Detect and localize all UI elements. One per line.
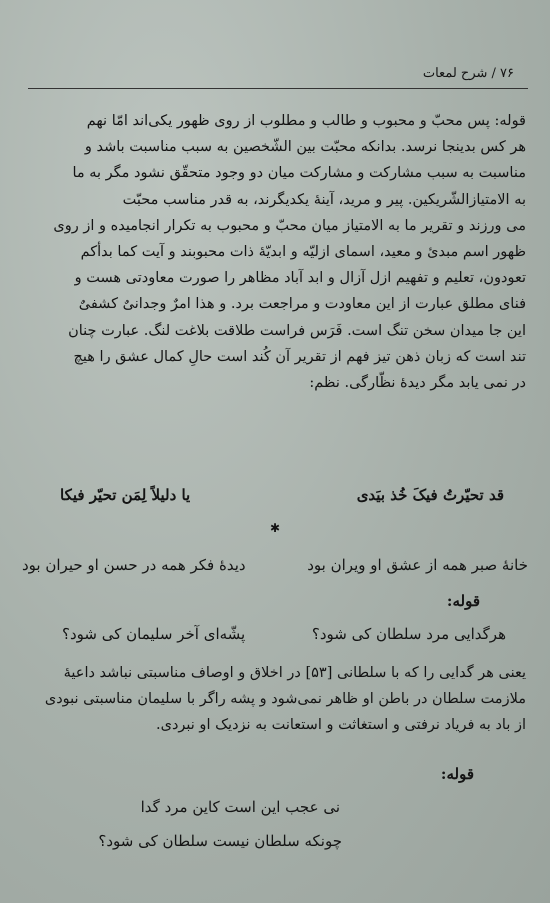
arabic-hemistich-2: یا دلیلاً لِمَن تحیّر فیکا bbox=[60, 486, 191, 504]
text-line: به الامتیازالشّریکین. پیر و مرید، آینهٔ یکدیگرند، به قدر مناسب محبّت bbox=[122, 191, 526, 208]
qawl-heading-2: قوله: bbox=[440, 765, 474, 783]
qawl-heading-1: قوله: bbox=[446, 592, 480, 610]
couplet-2-hemistich-1: هرگدایی مرد سلطان کی شود؟ bbox=[311, 625, 506, 643]
text-line: تعودون، تعلیم و تفهیم ازل آزال و ابد آباد مظاهر را صورت معاودتی هست و bbox=[74, 270, 526, 287]
paragraph-1 bbox=[20, 108, 526, 396]
paragraph-2 bbox=[20, 660, 526, 738]
arabic-verse bbox=[60, 486, 504, 504]
text-line: فنای مطلق عبارت از این معاودت و مراجعت برد. و هذا امرٌ وجدانیٌ کشفیٌ bbox=[78, 296, 526, 313]
text-line: مناسبت به سبب مشارکت و مشارکت میان دو وجود متحقّق نشود مگر به ما bbox=[72, 165, 526, 182]
couplet-1 bbox=[22, 556, 528, 574]
text-line: قوله: پس محبّ و محبوب و طالب و مطلوب از روی ظهور یکی‌اند امّا نهم bbox=[86, 113, 526, 129]
header-rule bbox=[28, 88, 528, 89]
text-line: تند است که زبان ذهن تیز فهم از تقریر آن کُند است حالِ کمال عشق را هیچ bbox=[73, 348, 526, 365]
arabic-hemistich-1: قد تحیّرتُ فیکَ خُذ بیَدی bbox=[356, 486, 504, 504]
couplet-2 bbox=[62, 625, 506, 643]
text-line: ملازمت سلطان در باطن او ظاهر نمی‌شود و پشه را‌گر با سلیمان مناسبتی نبودی bbox=[44, 691, 526, 707]
text-line: یعنی هر گدایی را که با سلطانی [۵۳] در اخلاق و اوصاف مناسبتی نباشد داعیهٔ bbox=[63, 665, 526, 681]
text-line: در نمی یابد مگر دیدهٔ نظّارگی. نظم: bbox=[309, 375, 526, 392]
couplet-2-hemistich-2: پشّه‌ای آخر سلیمان کی شود؟ bbox=[62, 625, 246, 643]
running-head: ۷۶ / شرح لمعات bbox=[422, 66, 514, 81]
text-line: هر کس بدینجا نرسد. بدانکه محبّت بین الشّخصین به سبب مناسبت باشد و bbox=[84, 139, 526, 156]
text-line: ظهور اسم مبدئ و معید، اسمای ازلیّه و ابدیّهٔ ذات محبوبند و آیت کما بدأکم bbox=[80, 244, 526, 261]
text-line: از باد به فریاد نرفتی و استغاثت و استعانت به نزدیک او نبردی. bbox=[156, 717, 526, 733]
text-line: این جا میدان سخن تنگ است. فَرَس فراست طلاقت بلاغت لنگ. عبارت چنان bbox=[68, 322, 526, 339]
verse-3-line-2: چونکه سلطان نیست سلطان کی شود؟ bbox=[98, 832, 342, 850]
couplet-1-hemistich-2: خانهٔ صبر همه از عشق او ویران بود bbox=[307, 556, 528, 574]
separator-star: ✱ bbox=[269, 521, 281, 535]
verse-3-line-1: نی عجب این است کاین مرد گدا bbox=[140, 798, 340, 816]
text-line: می ورزند و تقریر ما به الامتیاز میان محبّ و محبوب به تکرار انجامیده و از روی bbox=[53, 217, 526, 234]
couplet-1-hemistich-1: دیدهٔ فکر همه در حسن او حیران بود bbox=[22, 556, 246, 574]
